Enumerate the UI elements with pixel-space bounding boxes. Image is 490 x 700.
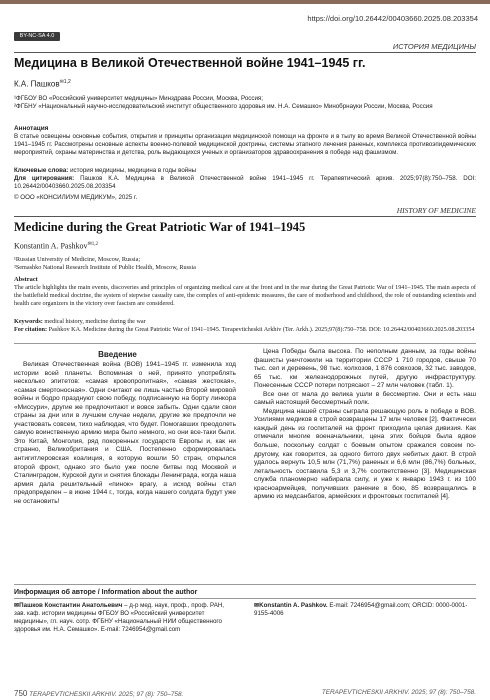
paragraph: Медицина нашей страны сыграла решающую роль в победе в ВОВ. Усилиями медиков в строй возвращены 17 млн человек [2]. Фактически каждый день из госпиталей на фронт приходила целая дивизия. Как отмечали многие военачальники, цена этих бойцов была вдвое больше, поскольку солдат с боевым опытом сражался совсем по-другому, как говорится, за одного битого двух небитых дают. В строй удалось вернуть 10,5 млн (71,7%) раненых и 6,6 млн (86,7%) больных, летальность составила 5,3 и 3,7% соответственно [3]. Медицинская служба планомерно набирала силу, и уже к январю 1943 г. из 100 красноармейцев, получивших ранение в бою, 85 возвращались в армию из медсанбатов, армейских и фронтовых госпиталей [4]. (254, 407, 476, 501)
abstract-heading-en: Abstract (14, 276, 38, 283)
affiliations-ru (14, 95, 476, 111)
page-number: 750 (14, 689, 28, 698)
affiliations-en (14, 256, 476, 272)
article-title-en: Medicine during the Great Patriotic War of 1941–1945 (14, 220, 306, 234)
citation-label: Для цитирования: (14, 175, 75, 182)
section-label-en: HISTORY OF MEDICINE (396, 206, 476, 215)
author-info-name: ✉Пашков Константин Анатольевич (14, 602, 123, 609)
author-info-text: – д-р мед. наук, проф., проф. РАН, зав. каф. истории медицины ФГБОУ ВО «Российский университет медицины», гл. науч. сотр. ФГБНУ «Национальный НИИ общественного здоровья им. Н.А. Семашко». E-mail: 7246954@gmail.com (14, 602, 225, 634)
keywords-ru (14, 167, 476, 175)
paragraph: Все они от мала до велика ушли в бессмертие. Они и есть наш самый настоящий бессмертный полк. (254, 390, 476, 407)
keywords-label: Keywords: (14, 318, 43, 325)
affiliation-item: ²ФГБНУ «Национальный научно-исследовательский институт общественного здоровья им. Н.А. Семашко» Минобрнауки России, Москва, Россия (14, 103, 433, 111)
footer-left (14, 689, 183, 698)
license-badge[interactable]: BY-NC-SA 4.0 (14, 32, 60, 41)
author-superscript: ✉1,2 (87, 242, 99, 247)
footer-right: TERAPEVTICHESKII ARKHIV. 2025; 97 (8): 750–758. (321, 689, 476, 696)
doi-link[interactable]: https://doi.org/10.26442/00403660.2025.08.203354 (307, 14, 478, 23)
keywords-value: medical history, medicine during the war (42, 318, 146, 325)
citation-value: Пашков К.А. Медицина в Великой Отечественной войне 1941–1945 гг. Терапевтический архив. 2025;97(8):750–758. DOI: 10.26442/00403660.2025.08.203354 (14, 175, 477, 191)
author-ru (14, 79, 71, 89)
divider (14, 584, 476, 585)
author-info-en (254, 602, 476, 618)
divider (14, 598, 476, 599)
divider (14, 343, 476, 344)
abstract-text-en: The article highlights the main events, discoveries and principles of organizing medical care at the front and in the rear during the Great Patriotic War of 1941–1945. The main aspects of the battlefield medical doctrine, the system of stepwise casualty care, the complex of anti-epidemic measures, the care of motherhood and childhood, the role of outstanding scientists and health care organizers in the victory over fascism are considered. (14, 284, 476, 308)
paragraph: Великая Отечественная война (ВОВ) 1941–1945 гг. изменила ход истории всей планеты. Вспоминая о ней, принято употреблять несколько эпитетов: «самая кровопролитная», «самая жестокая», «самая смертоносная». Одни считают ее лишь частью Второй мировой войны и бодро празднуют свою победу, подписанную на борту линкора «Миссури», другие же предпочитают и вовсе забыть. Одни сдали свои страны за дни или в лучшем случае недели, другие же предпочли не участвовать совсем, тихо наблюдая, что будет. Помогавших преодолеть самую воинственную армию мира было немного, но они все-таки были. Это Китай, Монголия, ряд покоренных государств Европы и, как ни странно, Великобритания и США. Постепенно сформировалась антигитлеровская коалиция, в которую вошли 50 стран, открылся второй фронт, однако это было уже после битвы под Москвой и Сталинградом, Курской дуги и снятия блокады Ленинграда, когда наша армия дала решительный «пинок» врагу, а исход войны стал предопределен – в июне 1944 г., тогда, когда нашего солдата будут уже не остановить! (14, 361, 236, 505)
author-info-heading: Информация об авторе / Information about the author (14, 589, 198, 596)
citation-label: For citation: (14, 326, 48, 333)
affiliation-item: ²Semashko National Research Institute of Public Health, Moscow, Russia (14, 264, 196, 272)
author-en (14, 241, 98, 251)
abstract-text-ru: В статье освещены основные события, открытия и принципы организации медицинской помощи на фронте и в тылу во время Великой Отечественной войны 1941–1945 гг. Рассмотрены основные аспекты военно-полевой медицинской доктрины, системы этапного лечения раненых, комплекса противоэпидемических мероприятий, охраны материнства и детства, роль выдающихся ученых и организаторов здравоохранения в победе над фашизмом. (14, 133, 476, 157)
abstract-heading-ru: Аннотация (14, 125, 49, 132)
citation-en (14, 326, 476, 334)
keywords-label: Ключевые слова: (14, 167, 69, 174)
author-info-ru (14, 602, 236, 634)
divider (14, 52, 476, 53)
author-info-text: E-mail: 7246954@gmail.com; ORCID: 0000-0001-9155-4006 (254, 602, 468, 618)
keywords-value: история медицины, медицина в годы войны (68, 167, 197, 174)
keywords-en (14, 318, 476, 326)
body-column-right (254, 348, 476, 502)
article-title-ru: Медицина в Великой Отечественной войне 1941–1945 гг. (14, 56, 366, 70)
citation-ru (14, 175, 476, 191)
copyright: © ООО «КОНСИЛИУМ МЕДИКУМ», 2025 г. (14, 194, 138, 201)
citation-value: Pashkov KA. Medicine during the Great Patriotic War of 1941–1945. Terapevticheskii Arkhiv (Ter. Arkh.). 2025;97(8):750–758. DOI: 10.26442/00403660.2025.08.203354 (47, 326, 475, 333)
journal-citation: TERAPEVTICHESKII ARKHIV. 2025; 97 (8): 750–758. (29, 691, 184, 698)
body-column-left (14, 361, 236, 506)
intro-heading: Введение (98, 350, 137, 359)
affiliation-item: ¹Russian University of Medicine, Moscow, Russia; (14, 256, 141, 263)
author-name: Konstantin A. Pashkov (14, 241, 88, 251)
paragraph: Цена Победы была высока. По неполным данным, за годы войны фашисты уничтожили на территории СССР 1 710 городов, свыше 70 тыс. сел и деревень, 98 тыс. колхозов, 1 876 совхозов, 32 тыс. заводов, 65 тыс. км железнодорожных путей, другую инфраструктуру. Понесенные СССР потери потрясают – 27 млн человек (табл. 1). (254, 348, 476, 390)
author-name: К.А. Пашков (14, 79, 60, 89)
author-info-name: ✉Konstantin A. Pashkov. (254, 602, 328, 609)
section-label-ru: ИСТОРИЯ МЕДИЦИНЫ (392, 42, 476, 51)
top-border (0, 0, 490, 4)
affiliation-item: ¹ФГБОУ ВО «Российский университет медицины» Минздрава России, Москва, Россия; (14, 95, 263, 102)
author-superscript: ✉1,2 (59, 79, 71, 85)
divider (14, 216, 476, 217)
